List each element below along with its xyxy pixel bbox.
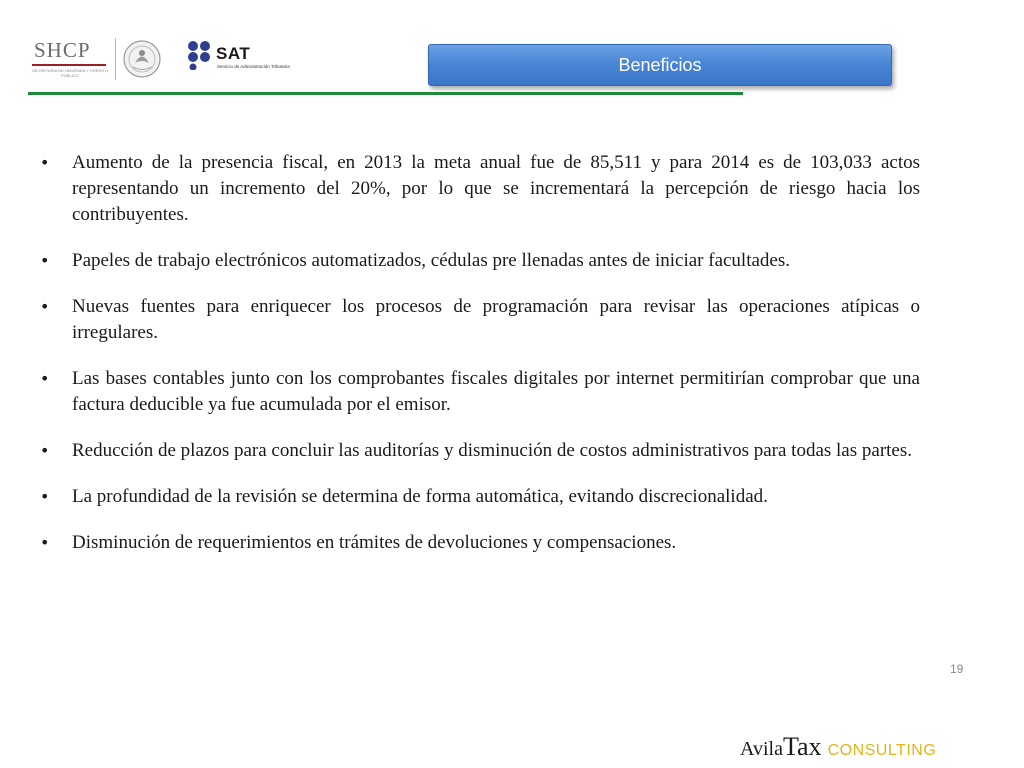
brand-name-part: Avila <box>740 738 783 760</box>
bullet-text: Papeles de trabajo electrónicos automatizados, cédulas pre llenadas antes de iniciar facultades. <box>72 250 791 271</box>
bullet-text: La profundidad de la revisión se determina de forma automática, evitando discrecionalidad. <box>72 486 768 507</box>
shcp-logo-text: SHCP <box>34 38 91 62</box>
list-item <box>40 484 920 510</box>
sat-logo-text: SAT <box>216 44 251 63</box>
list-item <box>40 438 920 464</box>
shcp-logo-subtitle: SECRETARÍA DE HACIENDA Y CRÉDITO PÚBLICO <box>32 68 108 78</box>
bullet-icon: • <box>40 297 50 316</box>
brand-logo <box>740 732 936 762</box>
bullet-text: Las bases contables junto con los comprobantes fiscales digitales por internet permitirían comprobar que una factura deducible ya fue acumulada por el emisor. <box>72 368 920 415</box>
bullet-icon: • <box>40 441 50 460</box>
bullet-icon: • <box>40 251 50 270</box>
bullet-text: Aumento de la presencia fiscal, en 2013 la meta anual fue de 85,511 y para 2014 es de 103,033 actos representando un incremento del 20%, por lo que se incrementará la percepción de riesgo hacia los contribuyentes. <box>72 152 920 225</box>
list-item <box>40 248 920 274</box>
slide-title-bar <box>428 44 892 86</box>
benefits-list <box>40 150 920 576</box>
sat-logo-subtitle: Servicio de Administración Tributaria <box>217 64 290 69</box>
bullet-icon: • <box>40 369 50 388</box>
bullet-text: Reducción de plazos para concluir las auditorías y disminución de costos administrativos para todas las partes. <box>72 440 912 461</box>
shcp-logo <box>28 38 110 84</box>
list-item <box>40 366 920 418</box>
header-divider-line <box>28 92 743 95</box>
brand-tagline: CONSULTING <box>827 742 937 759</box>
list-item <box>40 150 920 228</box>
shcp-logo-rule <box>32 64 106 66</box>
list-item <box>40 294 920 346</box>
list-item <box>40 530 920 556</box>
slide-title: Beneficios <box>618 54 702 75</box>
page-number: 19 <box>950 662 964 676</box>
bullet-text: Nuevas fuentes para enriquecer los procesos de programación para revisar las operaciones atípicas o irregulares. <box>72 296 920 343</box>
bullet-icon: • <box>40 153 50 172</box>
sat-logo-icon <box>186 40 214 70</box>
brand-name-part: Tax <box>782 732 822 761</box>
bullet-text: Disminución de requerimientos en trámites de devoluciones y compensaciones. <box>72 532 677 553</box>
logo-divider <box>115 38 116 80</box>
bullet-icon: • <box>40 487 50 506</box>
bullet-icon: • <box>40 533 50 552</box>
mexico-seal-icon <box>122 38 162 80</box>
slide-header <box>0 0 1024 100</box>
